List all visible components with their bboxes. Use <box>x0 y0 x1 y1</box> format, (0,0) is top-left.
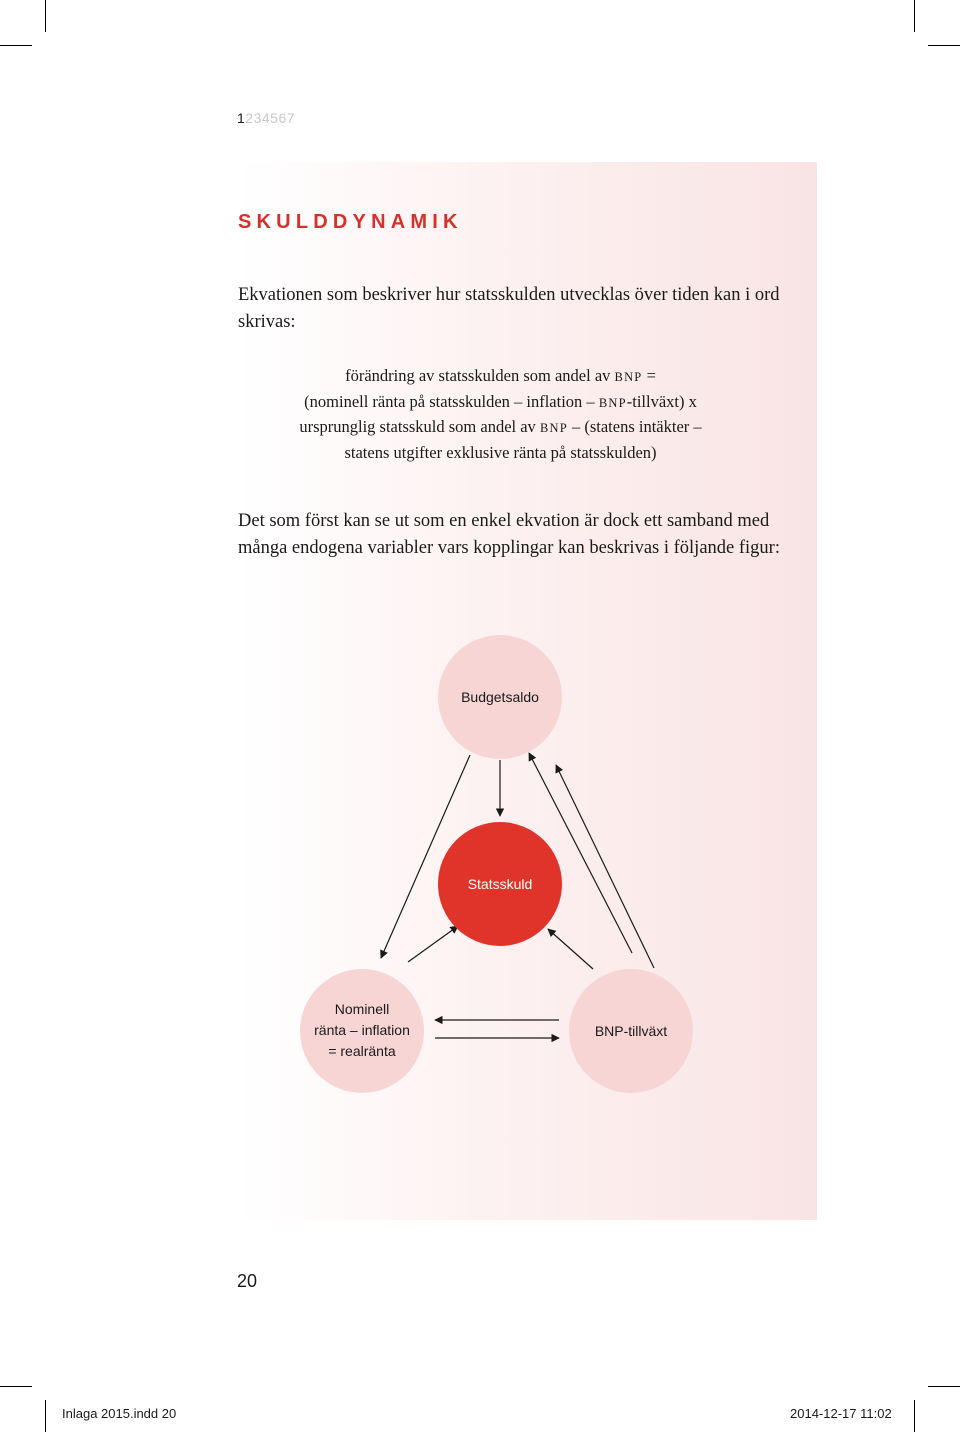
body-paragraph: Det som först kan se ut som en enkel ekvation är dock ett samband med många endogena variabler vars kopplingar kan beskrivas i följande figur: <box>238 511 780 558</box>
page-number: 20 <box>237 1271 258 1291</box>
crop-mark <box>0 1386 32 1387</box>
node-budgetsaldo-label: Budgetsaldo <box>461 689 539 705</box>
slug-timestamp: 2014-12-17 11:02 <box>790 1406 892 1421</box>
node-realranta <box>300 969 424 1093</box>
arrow-growth-to-budget <box>556 765 654 968</box>
crop-mark <box>914 0 915 32</box>
equation-block <box>238 364 763 465</box>
node-budgetsaldo <box>438 635 562 759</box>
arrow-growth-to-debt <box>548 929 593 969</box>
node-realranta-label-3: = realränta <box>328 1043 396 1059</box>
crop-mark <box>914 1400 915 1432</box>
node-statsskuld <box>438 822 562 946</box>
equation-line: (nominell ränta på statsskulden – inflation – BNP-tillväxt) x <box>304 391 697 411</box>
chapter-nav-others: 234567 <box>245 110 296 126</box>
chapter-nav-current: 1 <box>237 110 246 126</box>
section-title: SKULDDYNAMIK <box>238 211 463 233</box>
intro-paragraph: Ekvationen som beskriver hur statsskulden utvecklas över tiden kan i ord skrivas: <box>238 285 780 332</box>
chapter-nav <box>237 110 295 126</box>
node-bnp-tillvaxt <box>569 969 693 1093</box>
node-statsskuld-label: Statsskuld <box>467 876 533 892</box>
arrow-rate-to-debt <box>408 926 458 962</box>
crop-mark <box>45 0 46 32</box>
crop-mark <box>45 1400 46 1432</box>
node-realranta-label-1: Nominell <box>334 1001 390 1017</box>
crop-mark <box>928 45 960 46</box>
crop-mark <box>0 45 32 46</box>
debt-dynamics-diagram <box>238 620 718 1110</box>
crop-mark <box>928 1386 960 1387</box>
node-bnp-tillvaxt-label: BNP-tillväxt <box>594 1023 668 1039</box>
node-realranta-label-2: ränta – inflation <box>314 1022 410 1038</box>
equation-line: förändring av statsskulden som andel av BNP = <box>345 366 656 385</box>
slug-filename: Inlaga 2015.indd 20 <box>62 1406 177 1421</box>
equation-line: ursprunglig statsskuld som andel av BNP – (statens intäkter – <box>299 417 702 436</box>
equation-line: statens utgifter exklusive ränta på statsskulden) <box>344 442 657 462</box>
